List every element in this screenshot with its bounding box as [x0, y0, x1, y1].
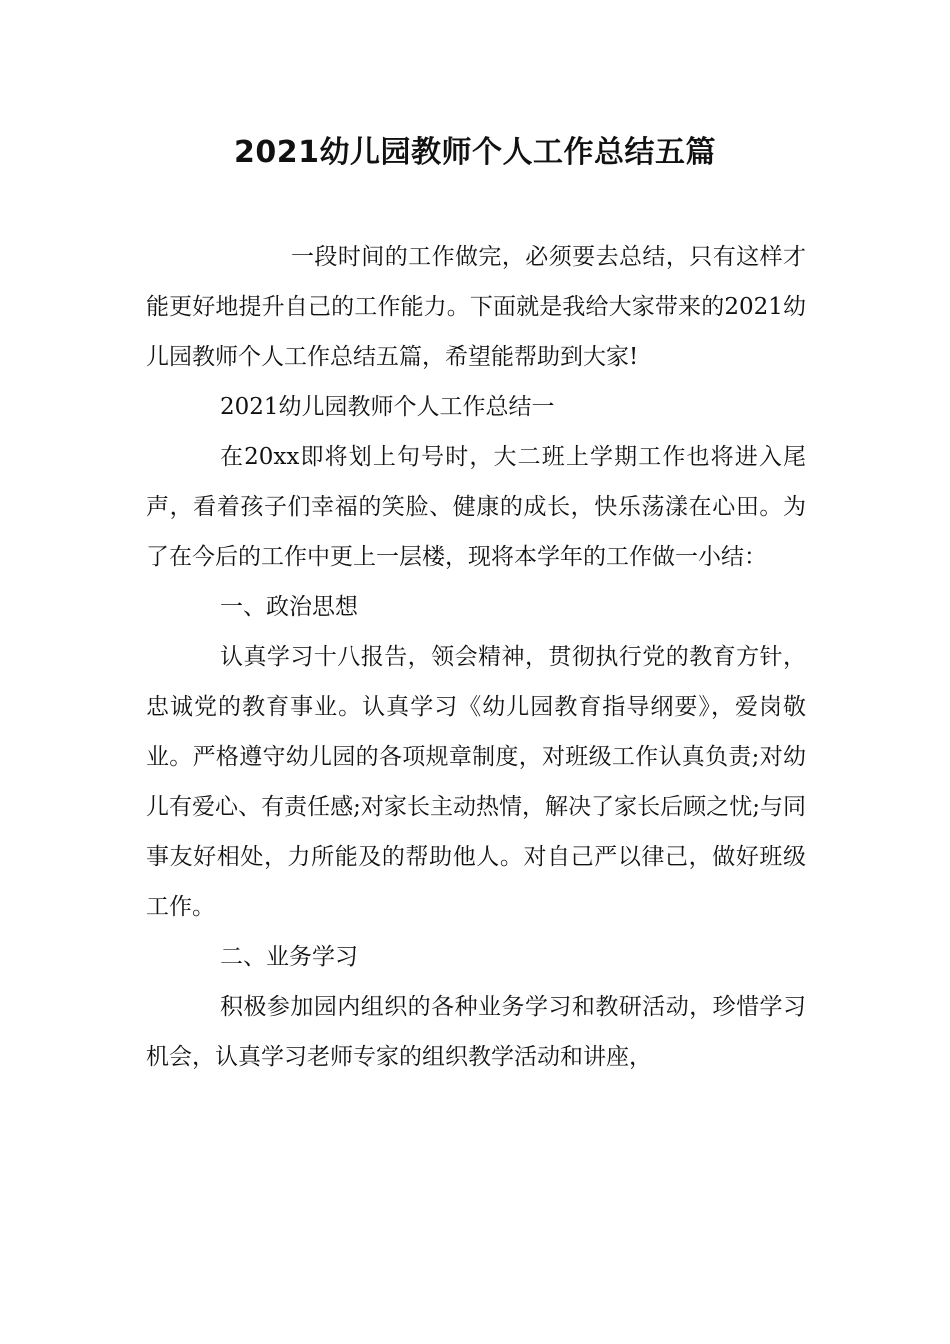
professional-study-paragraph: 积极参加园内组织的各种业务学习和教研活动，珍惜学习机会，认真学习老师专家的组织教学活动和讲座， [146, 994, 806, 1070]
document-body [146, 232, 806, 1082]
heading-professional-study: 二、业务学习 [220, 944, 358, 970]
intro-paragraph: 一段时间的工作做完，必须要去总结，只有这样才能更好地提升自己的工作能力。下面就是我给大家带来的2021幼儿园教师个人工作总结五篇，希望能帮助到大家! [146, 244, 806, 370]
heading-political-thought: 一、政治思想 [220, 594, 358, 620]
document-title: 2021幼儿园教师个人工作总结五篇 [234, 135, 716, 170]
opening-paragraph: 在20xx即将划上句号时，大二班上学期工作也将进入尾声，看着孩子们幸福的笑脸、健康的成长，快乐荡漾在心田。为了在今后的工作中更上一层楼，现将本学年的工作做一小结： [146, 444, 806, 570]
political-thought-paragraph: 认真学习十八报告，领会精神，贯彻执行党的教育方针，忠诚党的教育事业。认真学习《幼儿园教育指导纲要》，爱岗敬业。严格遵守幼儿园的各项规章制度，对班级工作认真负责;对幼儿有爱心、有责任感;对家长主动热情，解决了家长后顾之忧;与同事友好相处，力所能及的帮助他人。对自己严以律己，做好班级工作。 [146, 644, 806, 920]
section-title: 2021幼儿园教师个人工作总结一 [220, 394, 555, 420]
